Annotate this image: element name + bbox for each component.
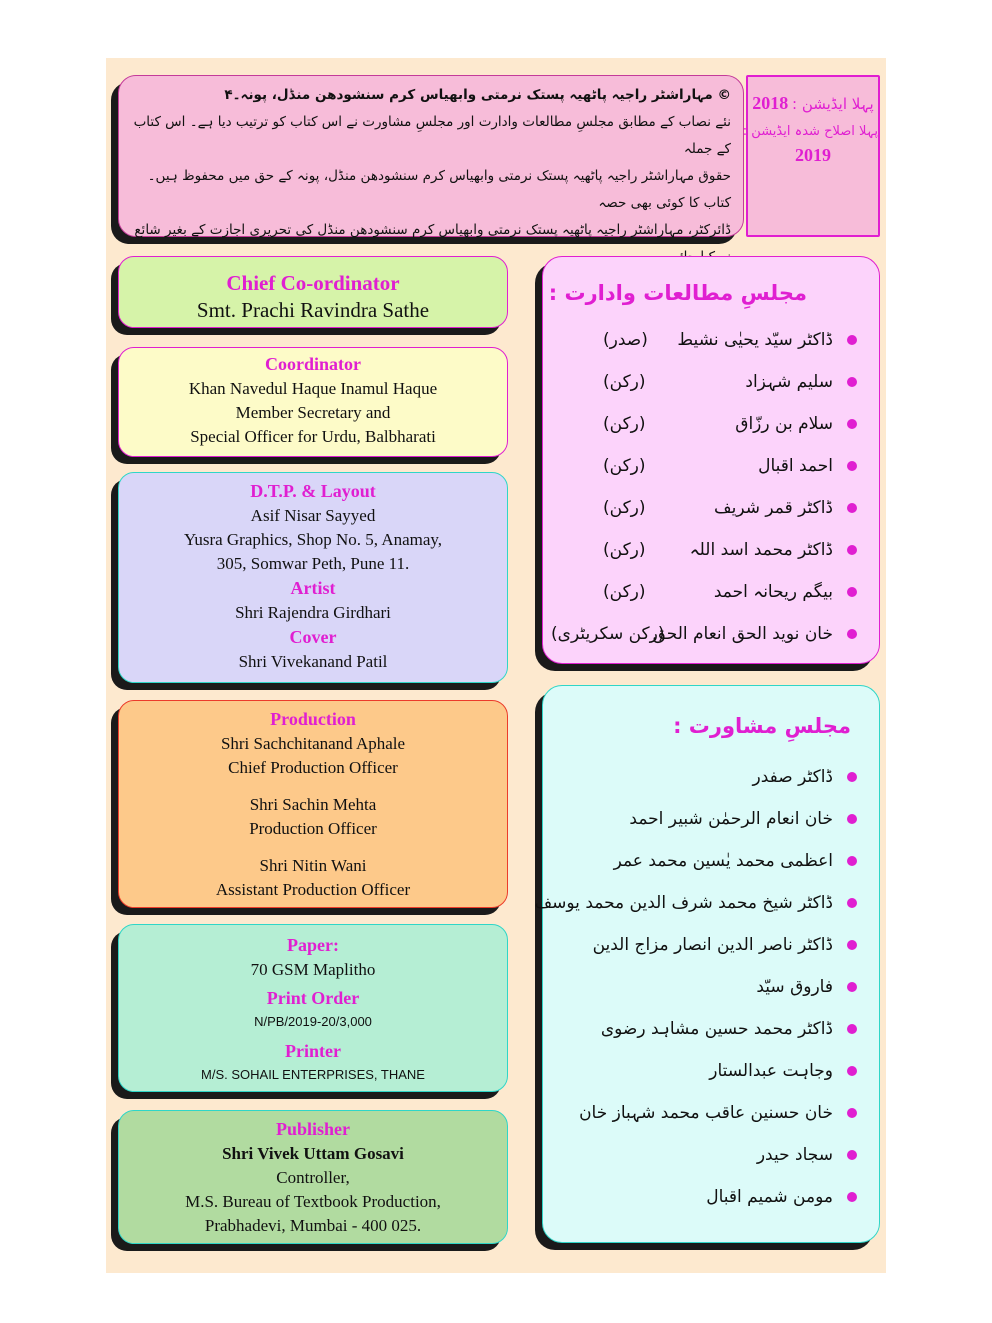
editorial-member-list	[543, 319, 857, 655]
member-name: اعظمی محمد یٰسین محمد عمر	[613, 851, 833, 871]
member-role: (رکن)	[603, 498, 646, 518]
editorial-member	[543, 487, 857, 529]
member-name: ڈاکٹر قمر شریف	[714, 498, 833, 518]
member-name: مومن شمیم اقبال	[706, 1187, 833, 1207]
advisory-member	[543, 1134, 857, 1176]
dtp-line-3: 305, Somwar Peth, Pune 11.	[216, 554, 410, 573]
publisher-name: Shri Vivek Uttam Gosavi	[222, 1144, 404, 1163]
coordinator-line-2: Member Secretary and	[235, 403, 391, 422]
advisory-member	[534, 882, 857, 924]
bullet-icon	[847, 940, 857, 950]
printer-title: Printer	[285, 1041, 341, 1061]
paper-print-box	[118, 924, 508, 1092]
publisher-line-2: M.S. Bureau of Textbook Production,	[185, 1192, 441, 1211]
revised-edition-label: پہلا اصلاح شدہ ایڈیشن :	[742, 124, 878, 139]
advisory-member	[543, 1050, 857, 1092]
notice-line-3: ڈائرکٹر، مہاراشٹر راجیہ پاٹھیہ پستک نرمتی وابھیاس کرم سنشودھن منڈل کی تحریری اجازت کے بغیر شائع	[134, 222, 731, 238]
advisory-member	[543, 798, 857, 840]
bullet-icon	[847, 1066, 857, 1076]
first-edition-label: پہلا ایڈیشن :	[792, 95, 874, 113]
dtp-box	[118, 472, 508, 683]
member-name: ڈاکٹر سیّد یحیٰی نشیط	[677, 330, 833, 350]
editorial-member	[543, 571, 857, 613]
bullet-icon	[847, 982, 857, 992]
artist-title: Artist	[290, 578, 336, 598]
chief-coordinator-box	[118, 256, 508, 328]
bullet-icon	[847, 335, 857, 345]
member-name: ڈاکٹر صفدر	[752, 767, 833, 787]
production-box	[118, 700, 508, 908]
print-order-title: Print Order	[266, 988, 360, 1008]
bullet-icon	[847, 503, 857, 513]
advisory-member	[543, 756, 857, 798]
production-person-3-role: Assistant Production Officer	[215, 880, 411, 899]
editorial-member	[543, 529, 857, 571]
advisory-member	[543, 924, 857, 966]
dtp-line-2: Yusra Graphics, Shop No. 5, Anamay,	[183, 530, 443, 549]
chief-coordinator-title: Chief Co-ordinator	[226, 271, 400, 295]
editorial-member	[543, 403, 857, 445]
bullet-icon	[847, 856, 857, 866]
member-name: ڈاکٹر محمد حسین مشاہد رضوی	[600, 1019, 833, 1039]
advisory-member	[543, 840, 857, 882]
production-person-2-name: Shri Sachin Mehta	[249, 795, 377, 814]
production-person-1-role: Chief Production Officer	[228, 758, 398, 777]
editorial-member	[543, 361, 857, 403]
bullet-icon	[847, 1150, 857, 1160]
coordinator-box	[118, 347, 508, 457]
member-name: ڈاکٹر شیخ محمد شرف الدین محمد یوسف	[534, 893, 833, 913]
bullet-icon	[847, 461, 857, 471]
coordinator-title: Coordinator	[265, 354, 361, 374]
member-role: (صدر)	[603, 330, 648, 350]
notice-line-2: حقوق مہاراشٹر راجیہ پاٹھیہ پستک نرمتی وابھیاس کرم سنشودھن منڈل، پونہ کے حق میں محفوظ ہیں۔ کتاب کا کوئی بھی حصہ	[147, 168, 731, 211]
member-role: (رکن سکریٹری)	[551, 624, 665, 644]
page	[106, 58, 886, 1273]
advisory-member	[543, 966, 857, 1008]
bullet-icon	[847, 545, 857, 555]
bullet-icon	[847, 1192, 857, 1202]
notice-line-1: نئے نصاب کے مطابق مجلسِ مطالعات وادارت اور مجلسِ مشاورت نے اس کتاب کو ترتیب دیا ہے۔ اس کتاب کے جملہ	[133, 114, 731, 157]
production-title: Production	[270, 709, 356, 729]
bullet-icon	[847, 587, 857, 597]
member-name: خان انعام الرحمٰن شبیر احمد	[629, 809, 833, 829]
member-name: سلیم شہزاد	[745, 372, 833, 392]
chief-coordinator-name: Smt. Prachi Ravindra Sathe	[196, 298, 430, 322]
advisory-member	[543, 1176, 857, 1218]
member-name: بیگم ریحانہ احمد	[713, 582, 833, 602]
member-name: احمد اقبال	[758, 456, 833, 476]
member-role: (رکن)	[603, 414, 646, 434]
bullet-icon	[847, 772, 857, 782]
paper-value: 70 GSM Maplitho	[250, 960, 376, 979]
publisher-line-3: Prabhadevi, Mumbai - 400 025.	[204, 1216, 422, 1235]
publisher-title: Publisher	[275, 1119, 350, 1139]
editorial-member	[543, 613, 857, 655]
advisory-board-heading: مجلسِ مشاورت :	[673, 714, 851, 738]
editorial-member	[543, 445, 857, 487]
member-name: فاروق سیّد	[756, 977, 833, 997]
print-order-value: N/PB/2019-20/3,000	[254, 1014, 372, 1029]
advisory-member-list	[534, 756, 857, 1218]
advisory-board-box	[534, 685, 880, 1243]
member-role: (رکن)	[603, 456, 646, 476]
publisher-box	[118, 1110, 508, 1244]
production-person-3-name: Shri Nitin Wani	[259, 856, 367, 875]
coordinator-line-1: Khan Navedul Haque Inamul Haque	[188, 379, 438, 398]
editorial-board-heading: مجلسِ مطالعات وادارت :	[548, 281, 807, 305]
revised-edition-year: 2019	[795, 145, 831, 165]
member-name: سجاد حیدر	[756, 1145, 833, 1165]
editorial-member	[543, 319, 857, 361]
first-edition	[748, 93, 878, 114]
production-person-2-role: Production Officer	[249, 819, 377, 838]
member-name: وجاہت عبدالستار	[709, 1061, 833, 1081]
advisory-member	[543, 1092, 857, 1134]
bullet-icon	[847, 1108, 857, 1118]
bullet-icon	[847, 1024, 857, 1034]
advisory-member	[543, 1008, 857, 1050]
dtp-title: D.T.P. & Layout	[250, 481, 376, 501]
dtp-line-1: Asif Nisar Sayyed	[250, 506, 376, 525]
production-person-1-name: Shri Sachchitanand Aphale	[220, 734, 406, 753]
member-role: (رکن)	[603, 582, 646, 602]
bullet-icon	[847, 377, 857, 387]
copyright-box	[118, 75, 744, 237]
cover-title: Cover	[289, 627, 337, 647]
copyright-text	[131, 82, 731, 271]
printer-value: M/S. SOHAIL ENTERPRISES, THANE	[201, 1067, 425, 1082]
first-edition-year: 2018	[752, 93, 789, 113]
member-name: ڈاکٹر محمد اسد اللہ	[689, 540, 833, 560]
edition-box	[742, 75, 880, 237]
member-name: ڈاکٹر ناصر الدین انصار مزاج الدین	[592, 935, 833, 955]
member-name: خان نوید الحق انعام الحق	[652, 624, 833, 644]
editorial-board-box	[542, 256, 880, 664]
bullet-icon	[847, 419, 857, 429]
copyright-line: © مہاراشٹر راجیہ پاٹھیہ پستک نرمتی وابھیاس کرم سنشودھن منڈل، پونہ۔۴	[224, 87, 731, 103]
cover-name: Shri Vivekanand Patil	[238, 652, 388, 671]
member-name: سلام بن رزّاق	[735, 414, 833, 434]
member-role: (رکن)	[603, 372, 646, 392]
bullet-icon	[847, 629, 857, 639]
artist-name: Shri Rajendra Girdhari	[235, 603, 391, 622]
member-name: خان حسنین عاقب محمد شہباز خان	[579, 1103, 833, 1123]
bullet-icon	[847, 898, 857, 908]
coordinator-line-3: Special Officer for Urdu, Balbharati	[190, 427, 436, 446]
paper-title: Paper:	[287, 935, 339, 955]
bullet-icon	[847, 814, 857, 824]
member-role: (رکن)	[603, 540, 646, 560]
publisher-line-1: Controller,	[276, 1168, 350, 1187]
